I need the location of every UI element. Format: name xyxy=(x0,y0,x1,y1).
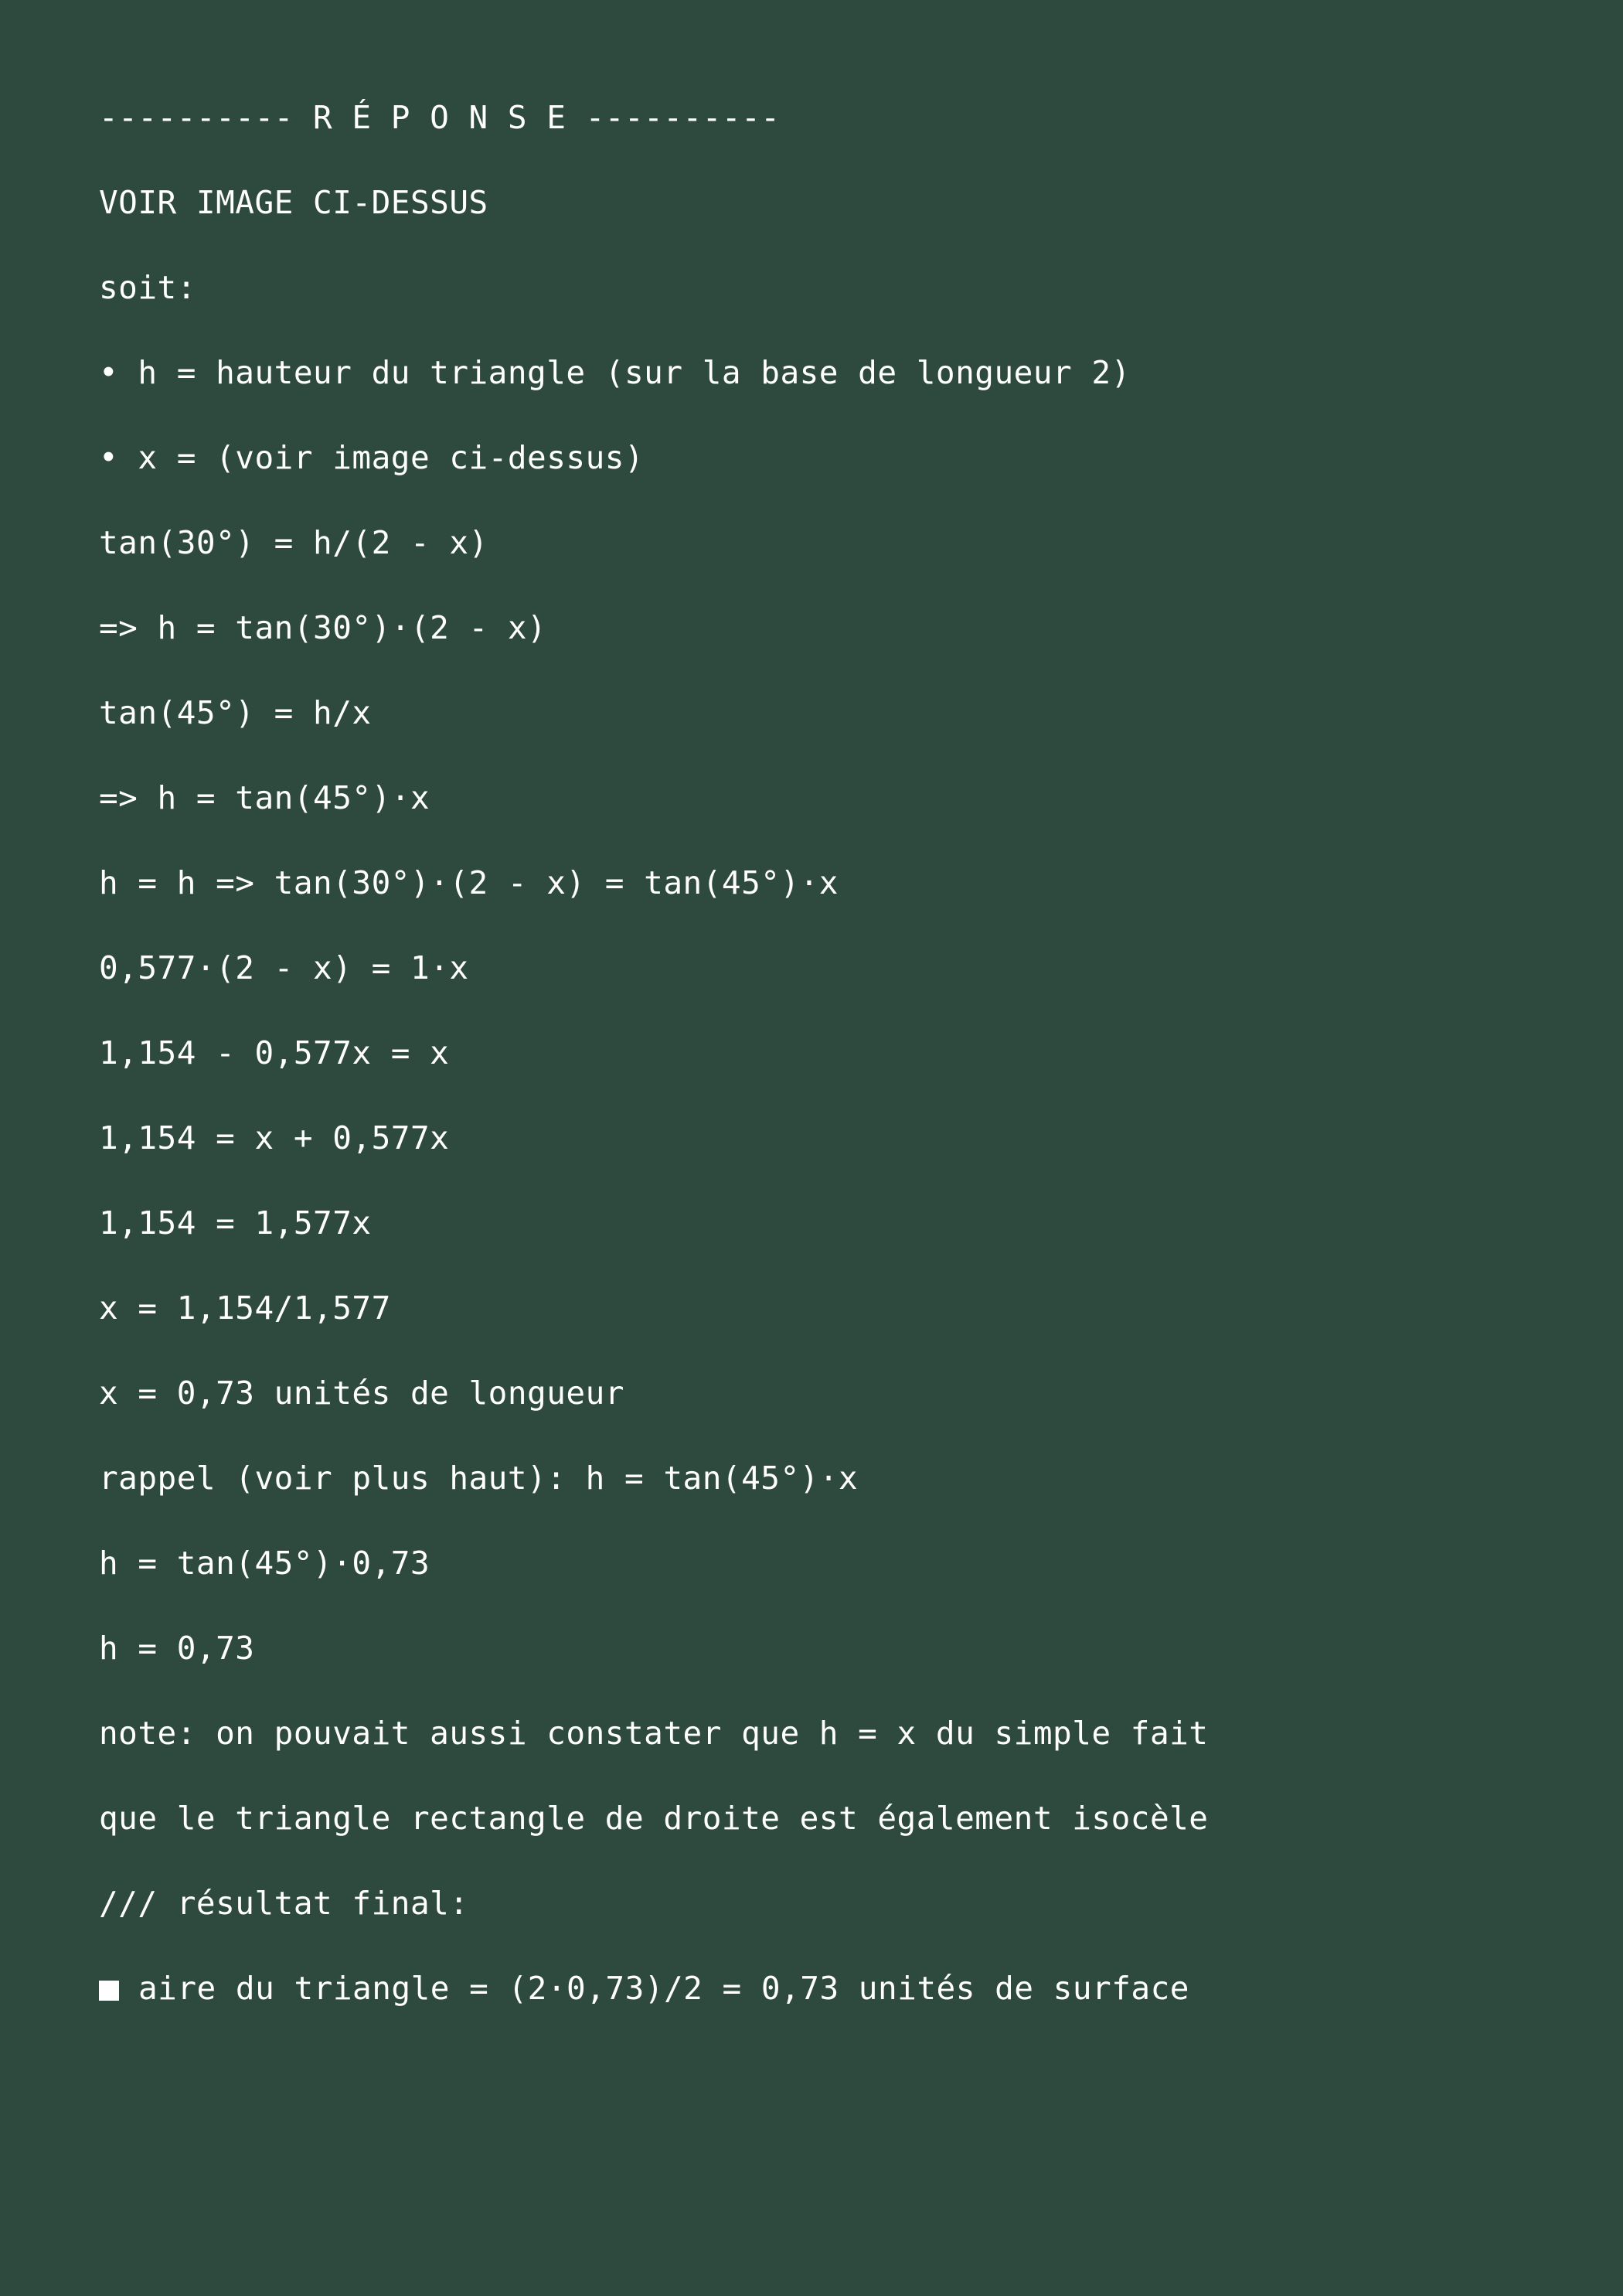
answer-header: ---------- R É P O N S E ---------- xyxy=(99,99,781,136)
equation-line: 0,577·(2 - x) = 1·x xyxy=(99,949,469,986)
see-image-note: VOIR IMAGE CI-DESSUS xyxy=(99,184,488,221)
equation-line: tan(45°) = h/x xyxy=(99,694,372,731)
equation-line: x = 1,154/1,577 xyxy=(99,1289,391,1327)
final-result xyxy=(99,1965,1623,2050)
equation-line: 1,154 = 1,577x xyxy=(99,1204,372,1242)
equation-line: rappel (voir plus haut): h = tan(45°)·x xyxy=(99,1460,859,1497)
final-result-heading: /// résultat final: xyxy=(99,1885,469,1922)
equation-line: 1,154 = x + 0,577x xyxy=(99,1119,450,1157)
equation-line: h = h => tan(30°)·(2 - x) = tan(45°)·x xyxy=(99,864,839,901)
h-result: h = 0,73 xyxy=(99,1630,255,1667)
equation-line: => h = tan(30°)·(2 - x) xyxy=(99,609,547,646)
equation-line: h = tan(45°)·0,73 xyxy=(99,1545,430,1582)
definition-h: • h = hauteur du triangle (sur la base de longueur 2) xyxy=(99,354,1131,391)
x-result: x = 0,73 unités de longueur xyxy=(99,1375,624,1412)
note-line: que le triangle rectangle de droite est également isocèle xyxy=(99,1800,1209,1837)
final-result-text: aire du triangle = (2·0,73)/2 = 0,73 unités de surface xyxy=(138,1970,1189,2007)
equation-line: => h = tan(45°)·x xyxy=(99,779,430,816)
square-bullet-icon xyxy=(99,1981,119,2001)
definitions-intro: soit: xyxy=(99,269,196,306)
definition-x: • x = (voir image ci-dessus) xyxy=(99,439,645,476)
note-line: note: on pouvait aussi constater que h = x du simple fait xyxy=(99,1715,1209,1752)
equation-line: tan(30°) = h/(2 - x) xyxy=(99,524,488,561)
equation-line: 1,154 - 0,577x = x xyxy=(99,1034,450,1071)
